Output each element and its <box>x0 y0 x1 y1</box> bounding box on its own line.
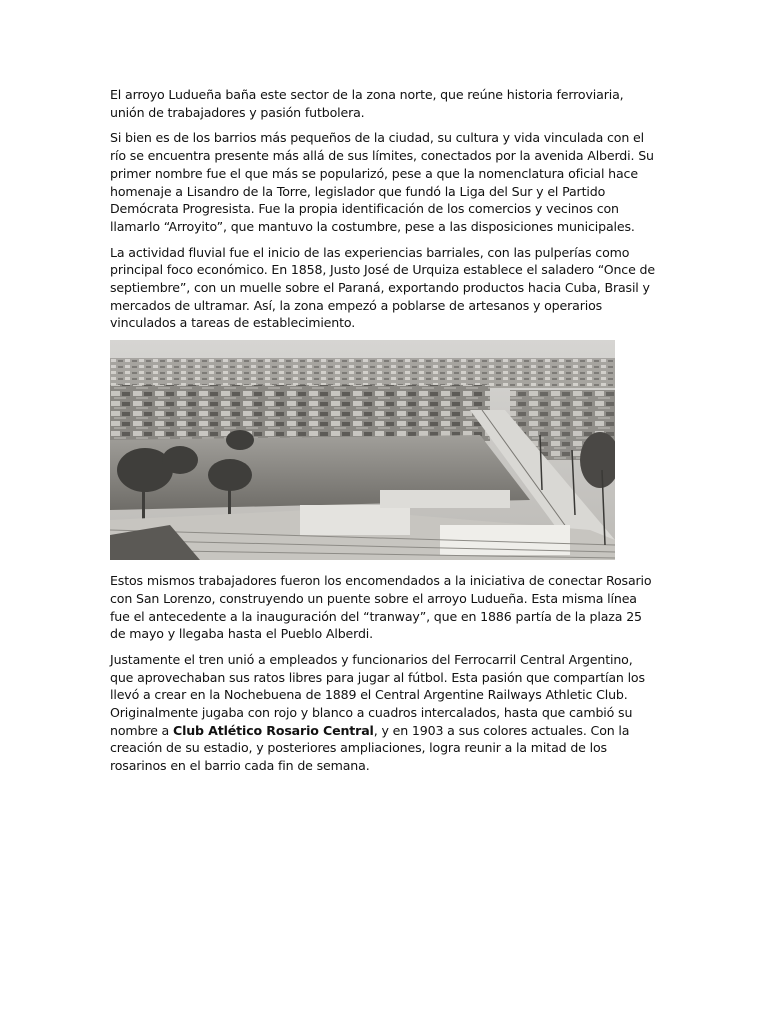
paragraph-workers-bridge: Estos mismos trabajadores fueron los encomendados a la iniciativa de conectar Rosario con San Lorenzo, construyendo un puente sobre el arroyo Ludueña. Esta misma línea fue el antecedente a la inauguración del “tranway”, que en 1886 partía de la plaza 25 de mayo y llegaba hasta el Pueblo Alberdi. <box>110 573 652 642</box>
club-history-text-end: , y en 1903 a sus colores actuales. Con la creación de su estadio, y posteriores ampliaciones, logra reunir a la mitad de los rosarinos en el barrio cada fin de semana. <box>110 722 630 774</box>
historic-neighborhood-photo <box>110 340 615 560</box>
paragraph-river-activity: La actividad fluvial fue el inicio de las experiencias barriales, con las pulperías como principal foco económico. En 1858, Justo José de Urquiza establece el saladero “Once de septiembre”, con un muelle sobre el Paraná, exportando productos hacia Cuba, Brasil y mercados de ultramar. Así, la zona empezó a poblarse de artesanos y operarios vinculados a tareas de establecimiento. <box>110 244 655 331</box>
paragraph-football-club <box>110 651 658 775</box>
club-history-text-start: Justamente el tren unió a empleados y funcionarios del Ferrocarril Central Argentino, que aprovechaban sus ratos libres para jugar al fútbol. Esta pasión que compartían los llevó a crear en la Nochebuena de 1889 el Central Argentine Railways Athletic Club. Originalmente jugaba con rojo y blanco a cuadros intercalados, hasta que cambió su nombre a <box>110 651 645 738</box>
document-body <box>110 86 658 783</box>
club-name: Club Atlético Rosario Central <box>172 722 374 738</box>
paragraph-intro: El arroyo Ludueña baña este sector de la zona norte, que reúne historia ferroviaria, unión de trabajadores y pasión futbolera. <box>110 87 624 120</box>
paragraph-name-history: Si bien es de los barrios más pequeños de la ciudad, su cultura y vida vinculada con el río se encuentra presente más allá de sus límites, conectados por la avenida Alberdi. Su primer nombre fue el que más se popularizó, pese a que la nomenclatura oficial hace homenaje a Lisandro de la Torre, legislador que fundó la Liga del Sur y el Partido Demócrata Progresista. Fue la propia identificación de los comercios y vecinos con llamarlo “Arroyito”, que mantuvo la costumbre, pese a las disposiciones municipales. <box>110 130 654 234</box>
